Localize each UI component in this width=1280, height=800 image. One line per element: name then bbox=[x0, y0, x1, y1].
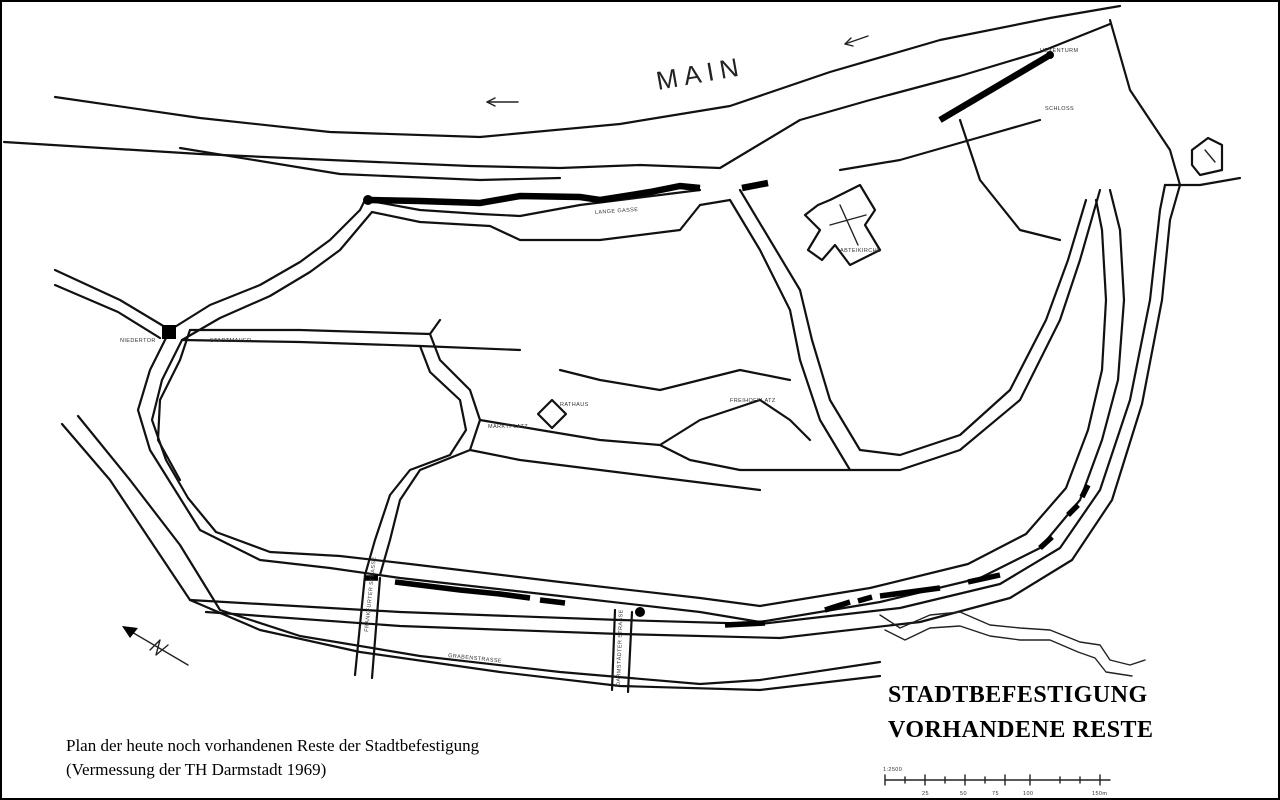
map-caption-line2: (Vermessung der TH Darmstadt 1969) bbox=[66, 760, 327, 779]
river-main bbox=[4, 6, 1120, 180]
label-hexenturm: HEXENTURM bbox=[1040, 48, 1079, 54]
scale-tick: 50 bbox=[960, 791, 967, 797]
old-town-perimeter bbox=[55, 190, 1124, 622]
scale-tick: 100 bbox=[1023, 791, 1034, 797]
label-frankfurter-strasse: FRANKFURTER STRASSE bbox=[364, 556, 378, 633]
scale-tick: 25 bbox=[922, 791, 929, 797]
label-grabenstrasse: GRABENSTRASSE bbox=[447, 653, 503, 665]
scale-bar bbox=[883, 767, 1110, 797]
label-darmstaedter-strasse: DARMSTÄDTER STRASSE bbox=[616, 609, 625, 687]
outer-ring-road bbox=[62, 20, 1240, 690]
label-marktplatz: MARKTPLATZ bbox=[488, 424, 528, 430]
label-freihofplatz: FREIHOFPLATZ bbox=[730, 398, 776, 404]
map-caption-line1: Plan der heute noch vorhandenen Reste der Stadtbefestigung bbox=[66, 736, 480, 755]
label-abteikirche: ABTEIKIRCHE bbox=[840, 248, 882, 254]
label-stadtmauer: STADTMAUER bbox=[210, 338, 252, 344]
inner-streets bbox=[158, 120, 1100, 575]
gate-tower bbox=[1192, 138, 1222, 175]
label-niedertor: NIEDERTOR bbox=[120, 338, 156, 344]
river-label: MAIN bbox=[653, 50, 747, 96]
north-arrow-icon bbox=[122, 626, 188, 665]
label-rathaus: RATHAUS bbox=[560, 402, 589, 408]
map-title-line2: VORHANDENE RESTE bbox=[888, 717, 1154, 743]
map-title-line1: STADTBEFESTIGUNG bbox=[888, 682, 1148, 708]
scale-tick: 75 bbox=[992, 791, 999, 797]
label-schloss: SCHLOSS bbox=[1045, 106, 1075, 112]
wall-remnants bbox=[162, 51, 1088, 625]
scale-tick: 150m bbox=[1092, 791, 1108, 797]
label-lange-gasse: LANGE GASSE bbox=[594, 206, 639, 216]
scale-ratio: 1:2500 bbox=[883, 767, 903, 773]
